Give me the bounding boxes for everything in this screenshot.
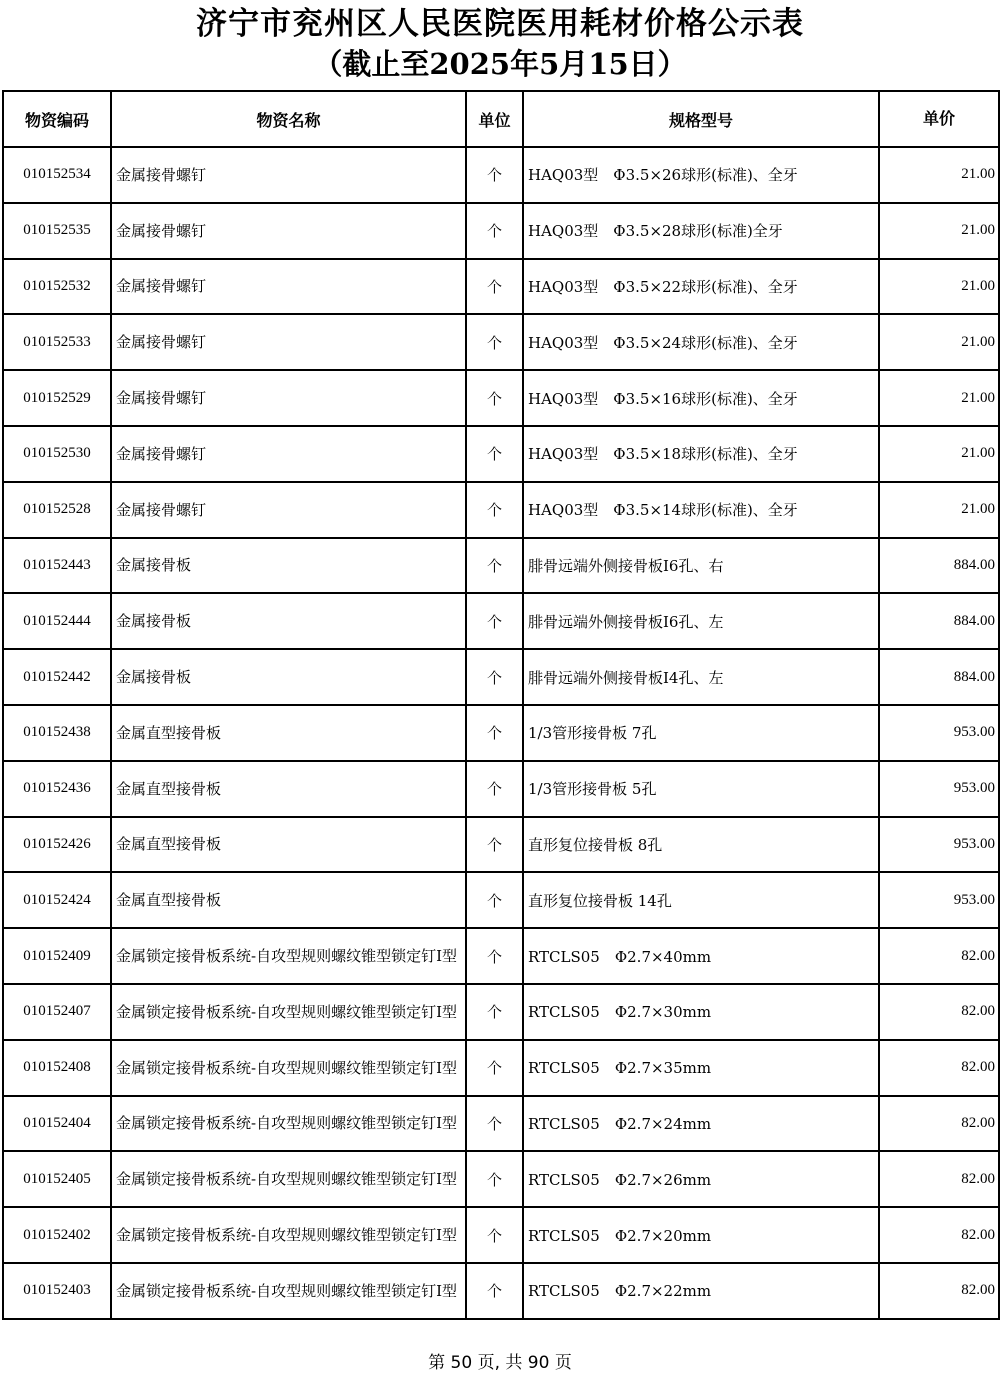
cell-name: 金属接骨螺钉 xyxy=(111,426,466,482)
cell-code: 010152534 xyxy=(3,147,111,203)
cell-code: 010152444 xyxy=(3,593,111,649)
table-row xyxy=(3,1096,999,1152)
cell-unit: 个 xyxy=(466,872,523,928)
cell-price: 884.00 xyxy=(879,649,999,705)
cell-code: 010152528 xyxy=(3,482,111,538)
cell-price: 82.00 xyxy=(879,1207,999,1263)
cell-spec: RTCLS05 Φ2.7×30mm xyxy=(523,984,879,1040)
cell-code: 010152424 xyxy=(3,872,111,928)
cell-unit: 个 xyxy=(466,761,523,817)
cell-price: 21.00 xyxy=(879,370,999,426)
cell-spec: 1/3管形接骨板 5孔 xyxy=(523,761,879,817)
header-code: 物资编码 xyxy=(3,91,111,147)
cell-code: 010152407 xyxy=(3,984,111,1040)
table-row xyxy=(3,482,999,538)
cell-name: 金属接骨螺钉 xyxy=(111,314,466,370)
cell-spec: RTCLS05 Φ2.7×20mm xyxy=(523,1207,879,1263)
cell-name: 金属接骨板 xyxy=(111,593,466,649)
cell-unit: 个 xyxy=(466,593,523,649)
cell-price: 953.00 xyxy=(879,872,999,928)
cell-spec: HAQ03型 Φ3.5×28球形(标准)全牙 xyxy=(523,203,879,259)
title-date: （截止至2025年5月15日） xyxy=(313,47,687,81)
table-row xyxy=(3,872,999,928)
cell-spec: 腓骨远端外侧接骨板Ⅰ6孔、左 xyxy=(523,593,879,649)
cell-price: 21.00 xyxy=(879,259,999,315)
cell-name: 金属锁定接骨板系统-自攻型规则螺纹锥型锁定钉I型 xyxy=(111,1040,466,1096)
cell-spec: RTCLS05 Φ2.7×40mm xyxy=(523,928,879,984)
table-row xyxy=(3,370,999,426)
cell-unit: 个 xyxy=(466,426,523,482)
cell-code: 010152532 xyxy=(3,259,111,315)
cell-price: 21.00 xyxy=(879,314,999,370)
cell-price: 21.00 xyxy=(879,147,999,203)
cell-code: 010152404 xyxy=(3,1096,111,1152)
cell-unit: 个 xyxy=(466,370,523,426)
table-row xyxy=(3,761,999,817)
cell-code: 010152403 xyxy=(3,1263,111,1319)
title-main: 济宁市兖州区人民医院医用耗材价格公示表 xyxy=(196,6,804,42)
cell-spec: 腓骨远端外侧接骨板Ⅰ4孔、左 xyxy=(523,649,879,705)
cell-price: 884.00 xyxy=(879,593,999,649)
cell-code: 010152426 xyxy=(3,817,111,873)
cell-name: 金属直型接骨板 xyxy=(111,761,466,817)
header-unit: 单位 xyxy=(466,91,523,147)
cell-spec: HAQ03型 Φ3.5×16球形(标准)、全牙 xyxy=(523,370,879,426)
table-row xyxy=(3,426,999,482)
cell-unit: 个 xyxy=(466,817,523,873)
cell-price: 82.00 xyxy=(879,1263,999,1319)
cell-price: 953.00 xyxy=(879,705,999,761)
cell-unit: 个 xyxy=(466,203,523,259)
table-row xyxy=(3,984,999,1040)
cell-spec: HAQ03型 Φ3.5×22球形(标准)、全牙 xyxy=(523,259,879,315)
table-row xyxy=(3,928,999,984)
cell-price: 82.00 xyxy=(879,1096,999,1152)
cell-price: 884.00 xyxy=(879,538,999,594)
cell-unit: 个 xyxy=(466,147,523,203)
cell-code: 010152529 xyxy=(3,370,111,426)
table-row xyxy=(3,538,999,594)
table-row xyxy=(3,705,999,761)
cell-spec: 1/3管形接骨板 7孔 xyxy=(523,705,879,761)
table-body xyxy=(3,147,999,1319)
price-table xyxy=(2,90,1000,1320)
cell-name: 金属接骨螺钉 xyxy=(111,147,466,203)
table-row xyxy=(3,1207,999,1263)
table-row xyxy=(3,1040,999,1096)
cell-name: 金属锁定接骨板系统-自攻型规则螺纹锥型锁定钉I型 xyxy=(111,984,466,1040)
document-title xyxy=(0,6,1000,82)
cell-code: 010152443 xyxy=(3,538,111,594)
cell-spec: HAQ03型 Φ3.5×24球形(标准)、全牙 xyxy=(523,314,879,370)
cell-price: 953.00 xyxy=(879,817,999,873)
cell-code: 010152408 xyxy=(3,1040,111,1096)
cell-name: 金属接骨板 xyxy=(111,649,466,705)
cell-unit: 个 xyxy=(466,1151,523,1207)
cell-unit: 个 xyxy=(466,314,523,370)
cell-unit: 个 xyxy=(466,1096,523,1152)
table-row xyxy=(3,1263,999,1319)
cell-spec: HAQ03型 Φ3.5×26球形(标准)、全牙 xyxy=(523,147,879,203)
header-price: 单价 xyxy=(879,91,999,147)
cell-code: 010152535 xyxy=(3,203,111,259)
cell-name: 金属接骨螺钉 xyxy=(111,370,466,426)
cell-price: 21.00 xyxy=(879,426,999,482)
cell-name: 金属锁定接骨板系统-自攻型规则螺纹锥型锁定钉I型 xyxy=(111,1263,466,1319)
cell-name: 金属直型接骨板 xyxy=(111,817,466,873)
cell-name: 金属接骨板 xyxy=(111,538,466,594)
cell-spec: 直形复位接骨板 8孔 xyxy=(523,817,879,873)
cell-spec: HAQ03型 Φ3.5×14球形(标准)、全牙 xyxy=(523,482,879,538)
cell-name: 金属接骨螺钉 xyxy=(111,203,466,259)
cell-unit: 个 xyxy=(466,705,523,761)
table-row xyxy=(3,314,999,370)
cell-code: 010152533 xyxy=(3,314,111,370)
cell-price: 21.00 xyxy=(879,203,999,259)
cell-unit: 个 xyxy=(466,649,523,705)
table-row xyxy=(3,593,999,649)
header-name: 物资名称 xyxy=(111,91,466,147)
cell-unit: 个 xyxy=(466,984,523,1040)
cell-price: 82.00 xyxy=(879,1040,999,1096)
cell-name: 金属锁定接骨板系统-自攻型规则螺纹锥型锁定钉I型 xyxy=(111,1207,466,1263)
cell-spec: RTCLS05 Φ2.7×24mm xyxy=(523,1096,879,1152)
cell-code: 010152438 xyxy=(3,705,111,761)
cell-name: 金属锁定接骨板系统-自攻型规则螺纹锥型锁定钉I型 xyxy=(111,1151,466,1207)
cell-unit: 个 xyxy=(466,538,523,594)
cell-unit: 个 xyxy=(466,1263,523,1319)
cell-unit: 个 xyxy=(466,482,523,538)
cell-code: 010152402 xyxy=(3,1207,111,1263)
cell-spec: 直形复位接骨板 14孔 xyxy=(523,872,879,928)
header-spec: 规格型号 xyxy=(523,91,879,147)
cell-spec: HAQ03型 Φ3.5×18球形(标准)、全牙 xyxy=(523,426,879,482)
cell-price: 82.00 xyxy=(879,1151,999,1207)
table-header-row xyxy=(3,91,999,147)
cell-price: 953.00 xyxy=(879,761,999,817)
cell-spec: RTCLS05 Φ2.7×22mm xyxy=(523,1263,879,1319)
cell-unit: 个 xyxy=(466,259,523,315)
table-row xyxy=(3,1151,999,1207)
cell-spec: 腓骨远端外侧接骨板Ⅰ6孔、右 xyxy=(523,538,879,594)
cell-name: 金属接骨螺钉 xyxy=(111,482,466,538)
cell-name: 金属直型接骨板 xyxy=(111,705,466,761)
cell-name: 金属直型接骨板 xyxy=(111,872,466,928)
cell-code: 010152409 xyxy=(3,928,111,984)
cell-unit: 个 xyxy=(466,928,523,984)
cell-price: 82.00 xyxy=(879,928,999,984)
cell-spec: RTCLS05 Φ2.7×26mm xyxy=(523,1151,879,1207)
page-number: 第 50 页, 共 90 页 xyxy=(428,1353,572,1373)
cell-name: 金属锁定接骨板系统-自攻型规则螺纹锥型锁定钉I型 xyxy=(111,928,466,984)
cell-spec: RTCLS05 Φ2.7×35mm xyxy=(523,1040,879,1096)
table-row xyxy=(3,649,999,705)
cell-name: 金属接骨螺钉 xyxy=(111,259,466,315)
cell-unit: 个 xyxy=(466,1207,523,1263)
cell-price: 21.00 xyxy=(879,482,999,538)
table-row xyxy=(3,817,999,873)
table-row xyxy=(3,259,999,315)
table-row xyxy=(3,203,999,259)
cell-code: 010152442 xyxy=(3,649,111,705)
cell-code: 010152405 xyxy=(3,1151,111,1207)
cell-name: 金属锁定接骨板系统-自攻型规则螺纹锥型锁定钉I型 xyxy=(111,1096,466,1152)
cell-unit: 个 xyxy=(466,1040,523,1096)
cell-code: 010152436 xyxy=(3,761,111,817)
cell-price: 82.00 xyxy=(879,984,999,1040)
cell-code: 010152530 xyxy=(3,426,111,482)
table-row xyxy=(3,147,999,203)
